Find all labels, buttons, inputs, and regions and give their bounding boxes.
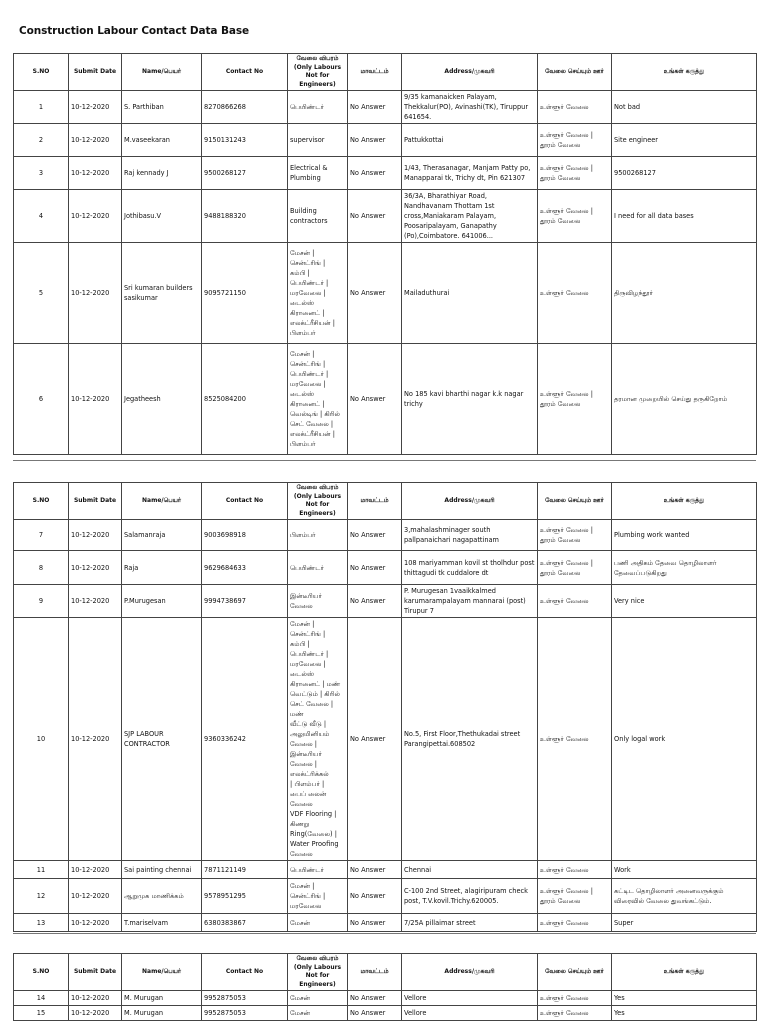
work-place-cell [538, 344, 612, 455]
header-submit-date: Submit Date [69, 954, 122, 991]
header-sno: S.NO [14, 54, 69, 91]
cell-line: கிரானைட் | [290, 309, 325, 317]
cell-line: பிளம்பர் [290, 329, 316, 337]
comment-cell: Work [612, 861, 757, 879]
work-place-cell [538, 91, 612, 124]
cell-line: மேசன் [290, 918, 311, 927]
work-type-cell [288, 1006, 348, 1021]
table-row [14, 861, 757, 879]
address-cell: Vellore [402, 991, 538, 1006]
district-cell: No Answer [348, 618, 402, 861]
submit-date-cell: 10-12-2020 [69, 914, 122, 932]
cell-line: பெயிண்டர் | [290, 650, 329, 658]
submit-date-cell: 10-12-2020 [69, 618, 122, 861]
comment-cell: Yes [612, 991, 757, 1006]
contact-number-cell: 8525084200 [202, 344, 288, 455]
header-work-type: வேலை விபரம் (Only Labours Not for Engineers) [288, 954, 348, 991]
cell-line: வேலை [290, 850, 313, 858]
work-type-cell [288, 124, 348, 157]
comment-cell: Super [612, 914, 757, 932]
contact-number-cell: 9360336242 [202, 618, 288, 861]
cell-line: தூரம் வேலை [540, 174, 581, 182]
comment-cell: திருவிழந்தூர் [612, 243, 757, 344]
cell-line: Electrical & Plumbing [290, 164, 328, 182]
comment-cell: தரமான முறையில் செய்து தருகிறோம் [612, 344, 757, 455]
header-work-place: வேலை செய்யும் ஊர் [538, 483, 612, 520]
header-sno: S.NO [14, 483, 69, 520]
name-cell: Jegatheesh [122, 344, 202, 455]
work-type-cell [288, 879, 348, 914]
district-cell: No Answer [348, 585, 402, 618]
name-cell: S. Parthiban [122, 91, 202, 124]
work-place-cell [538, 157, 612, 190]
cell-line: வெட்டும் | கிரில் [290, 690, 340, 698]
cell-line: பெயிண்டர் | [290, 279, 329, 287]
name-cell: Jothibasu.V [122, 190, 202, 243]
cell-line: செட் வேலை | [290, 420, 334, 428]
page-divider [13, 460, 756, 461]
cell-line: உள்ளூர் வேலை | [540, 164, 593, 172]
work-place-cell [538, 618, 612, 861]
contact-number-cell: 9952875053 [202, 1006, 288, 1021]
table-header-row [14, 954, 757, 991]
table-row [14, 344, 757, 455]
district-cell: No Answer [348, 124, 402, 157]
work-place-cell [538, 124, 612, 157]
comment-cell: 9500268127 [612, 157, 757, 190]
serial-number-cell: 9 [14, 585, 69, 618]
name-cell: T.mariselvam [122, 914, 202, 932]
name-cell: Raj kennady J [122, 157, 202, 190]
name-cell: M. Murugan [122, 991, 202, 1006]
cell-line: மேசன் | சென்ட்ரிங் | [290, 620, 326, 638]
work-type-cell [288, 551, 348, 585]
cell-line: பிளம்பர் [290, 531, 316, 539]
header-work-type: வேலை விபரம் (Only Labours Not for Engineers) [288, 483, 348, 520]
cell-line: மேசன் | சென்ட்ரிங் | [290, 249, 326, 267]
district-cell: No Answer [348, 879, 402, 914]
work-type-cell [288, 157, 348, 190]
serial-number-cell: 6 [14, 344, 69, 455]
contact-number-cell: 9095721150 [202, 243, 288, 344]
work-type-cell [288, 344, 348, 455]
address-cell: Chennai [402, 861, 538, 879]
table-block-1 [13, 53, 756, 455]
cell-line: உள்ளூர் வேலை [540, 103, 589, 111]
cell-line: தூரம் வேலை [540, 568, 581, 577]
header-district: மாவட்டம் [348, 483, 402, 520]
page-divider [13, 933, 756, 934]
header-contact: Contact No [202, 954, 288, 991]
contact-number-cell: 9500268127 [202, 157, 288, 190]
header-submit-date: Submit Date [69, 483, 122, 520]
address-cell: Mailaduthurai [402, 243, 538, 344]
cell-line: கிரானைட் | மண் [290, 680, 341, 688]
submit-date-cell: 10-12-2020 [69, 991, 122, 1006]
work-place-cell [538, 190, 612, 243]
cell-line: உள்ளூர் வேலை [540, 289, 589, 297]
cell-line: வெல்டிங் | கிரில் [290, 410, 340, 418]
contact-number-cell: 9578951295 [202, 879, 288, 914]
header-address: Address/முகவரி [402, 483, 538, 520]
work-place-cell [538, 991, 612, 1006]
contact-number-cell: 6380383867 [202, 914, 288, 932]
cell-line: தூரம் வேலை [540, 897, 581, 905]
submit-date-cell: 10-12-2020 [69, 124, 122, 157]
work-place-cell [538, 585, 612, 618]
district-cell: No Answer [348, 551, 402, 585]
serial-number-cell: 1 [14, 91, 69, 124]
submit-date-cell: 10-12-2020 [69, 157, 122, 190]
table-row [14, 914, 757, 932]
cell-line: Water Proofing [290, 840, 339, 848]
cell-line: supervisor [290, 136, 325, 144]
cell-line: உள்ளூர் வேலை [540, 865, 589, 874]
work-type-cell [288, 190, 348, 243]
cell-line: மரவேலை [290, 902, 322, 910]
contact-number-cell: 9994738697 [202, 585, 288, 618]
cell-line: உள்ளூர் வேலை [540, 735, 589, 743]
work-type-cell [288, 861, 348, 879]
cell-line: வீட்டு வீடு | [290, 720, 327, 728]
submit-date-cell: 10-12-2020 [69, 190, 122, 243]
table-row [14, 879, 757, 914]
header-work-place: வேலை செய்யும் ஊர் [538, 954, 612, 991]
comment-cell: Very nice [612, 585, 757, 618]
name-cell: M. Murugan [122, 1006, 202, 1021]
cell-line: எலக்ட்ரீசியன் | [290, 319, 336, 327]
header-name: Name/பெயர் [122, 954, 202, 991]
cell-line: பெயிண்டர் [290, 865, 324, 874]
header-comment: உங்கள் கருத்து [612, 54, 757, 91]
address-cell: 3,mahalashminager south pallpanaichari nagapattinam [402, 520, 538, 551]
name-cell: P.Murugesan [122, 585, 202, 618]
table-row [14, 243, 757, 344]
work-place-cell [538, 861, 612, 879]
district-cell: No Answer [348, 190, 402, 243]
work-type-cell [288, 585, 348, 618]
submit-date-cell: 10-12-2020 [69, 243, 122, 344]
cell-line: கம்பி | [290, 640, 310, 648]
cell-line: உள்ளூர் வேலை | [540, 390, 593, 398]
cell-line: தூரம் வேலை [540, 536, 581, 544]
district-cell: No Answer [348, 991, 402, 1006]
district-cell: No Answer [348, 344, 402, 455]
cell-line: உள்ளூர் வேலை | [540, 526, 593, 534]
header-contact: Contact No [202, 483, 288, 520]
name-cell: ஆறுமுக மாணிக்கம் [122, 879, 202, 914]
serial-number-cell: 3 [14, 157, 69, 190]
address-cell: 7/25A pillaimar street [402, 914, 538, 932]
cell-line: VDF Flooring | [290, 810, 337, 818]
address-cell: 9/35 kamanaicken Palayam, Thekkalur(PO), Avinashi(TK), Tiruppur 641654. [402, 91, 538, 124]
address-cell: 36/3A, Bharathiyar Road, Nandhavanam Thottam 1st cross,Maniakaram Palayam, Poosaripalayam, Ganapathy (Po),Coimbatore. 641006... [402, 190, 538, 243]
header-contact: Contact No [202, 54, 288, 91]
contact-number-cell: 7871121149 [202, 861, 288, 879]
submit-date-cell: 10-12-2020 [69, 91, 122, 124]
cell-line: உள்ளூர் வேலை [540, 994, 589, 1002]
contact-number-cell: 9952875053 [202, 991, 288, 1006]
serial-number-cell: 12 [14, 879, 69, 914]
cell-line: வேலை | எலக்ட்ரிக்கல் [290, 760, 329, 778]
cell-line: கிணறு Ring(வேலை) | [290, 820, 337, 838]
header-district: மாவட்டம் [348, 54, 402, 91]
comment-cell: பணி அதிகம் தேவை தொழிலாளர் தேவைப்படுகிறது [612, 551, 757, 585]
cell-line: பெயிண்டர் [290, 103, 324, 111]
table-row [14, 585, 757, 618]
cell-line: உள்ளூர் வேலை | [540, 207, 593, 215]
cell-line: கிரானைட் | [290, 400, 325, 408]
comment-cell: கட்டிட தொழிலாளர் அனைவருக்கும் விரைவில் வேலை துவங்கட்டும். [612, 879, 757, 914]
table-row [14, 1006, 757, 1021]
header-comment: உங்கள் கருத்து [612, 954, 757, 991]
cell-line: மேசன் | சென்ட்ரிங் | [290, 350, 326, 368]
header-submit-date: Submit Date [69, 54, 122, 91]
header-work-place: வேலை செய்யும் ஊர் [538, 54, 612, 91]
work-place-cell [538, 1006, 612, 1021]
submit-date-cell: 10-12-2020 [69, 861, 122, 879]
contact-table [13, 53, 757, 455]
cell-line: மேசன் [290, 1009, 311, 1017]
cell-line: பெயிண்டர் | [290, 370, 329, 378]
work-place-cell [538, 520, 612, 551]
name-cell: Sri kumaran builders sasikumar [122, 243, 202, 344]
serial-number-cell: 14 [14, 991, 69, 1006]
page-title: Construction Labour Contact Data Base [19, 25, 250, 37]
work-place-cell [538, 551, 612, 585]
district-cell: No Answer [348, 861, 402, 879]
table-row [14, 124, 757, 157]
cell-line: பெயிண்டர் [290, 563, 324, 572]
cell-line: உள்ளூர் வேலை | [540, 558, 593, 567]
serial-number-cell: 5 [14, 243, 69, 344]
contact-number-cell: 9629684633 [202, 551, 288, 585]
cell-line: மேசன் | சென்ட்ரிங் | [290, 882, 326, 900]
contact-table [13, 953, 757, 1021]
work-type-cell [288, 91, 348, 124]
table-row [14, 190, 757, 243]
contact-table [13, 482, 757, 932]
cell-line: கம்பி | [290, 269, 310, 277]
work-type-cell [288, 243, 348, 344]
submit-date-cell: 10-12-2020 [69, 879, 122, 914]
address-cell: No.5, First Floor,Thethukadai street Parangipettai.608502 [402, 618, 538, 861]
table-row [14, 91, 757, 124]
table-header-row [14, 54, 757, 91]
cell-line: உள்ளூர் வேலை [540, 918, 589, 927]
cell-line: அலுமினியம் [290, 730, 330, 738]
contact-number-cell: 8270866268 [202, 91, 288, 124]
contact-number-cell: 9488188320 [202, 190, 288, 243]
table-block-2 [13, 482, 756, 932]
submit-date-cell: 10-12-2020 [69, 344, 122, 455]
cell-line: எலக்ட்ரீசியன் | [290, 430, 336, 438]
work-type-cell [288, 618, 348, 861]
address-cell: Pattukkottai [402, 124, 538, 157]
work-type-cell [288, 991, 348, 1006]
serial-number-cell: 7 [14, 520, 69, 551]
header-address: Address/முகவரி [402, 54, 538, 91]
cell-line: தூரம் வேலை [540, 217, 581, 225]
submit-date-cell: 10-12-2020 [69, 1006, 122, 1021]
cell-line: இன்டீரியர் வேலை [290, 592, 322, 610]
table-row [14, 551, 757, 585]
comment-cell: Plumbing work wanted [612, 520, 757, 551]
work-place-cell [538, 914, 612, 932]
cell-line: மரவேலை | டைல்ஸ் [290, 660, 326, 678]
header-name: Name/பெயர் [122, 483, 202, 520]
name-cell: M.vaseekaran [122, 124, 202, 157]
serial-number-cell: 8 [14, 551, 69, 585]
comment-cell: Site engineer [612, 124, 757, 157]
work-type-cell [288, 520, 348, 551]
serial-number-cell: 11 [14, 861, 69, 879]
district-cell: No Answer [348, 243, 402, 344]
cell-line: மேசன் [290, 994, 311, 1002]
submit-date-cell: 10-12-2020 [69, 551, 122, 585]
address-cell: 1/43, Therasanagar, Manjam Patty po, Manapparai tk, Trichy dt, Pin 621307 [402, 157, 538, 190]
header-name: Name/பெயர் [122, 54, 202, 91]
address-cell: C-100 2nd Street, alagiripuram check post, T.V.kovil.Trichy.620005. [402, 879, 538, 914]
name-cell: Salamanraja [122, 520, 202, 551]
cell-line: பிளம்பர் [290, 440, 316, 448]
table-row [14, 157, 757, 190]
name-cell: SJP LABOUR CONTRACTOR [122, 618, 202, 861]
header-sno: S.NO [14, 954, 69, 991]
serial-number-cell: 13 [14, 914, 69, 932]
table-header-row [14, 483, 757, 520]
cell-line: உள்ளூர் வேலை [540, 597, 589, 605]
cell-line: | பிளம்பர் | [290, 780, 325, 788]
district-cell: No Answer [348, 157, 402, 190]
cell-line: தூரம் வேலை [540, 400, 581, 408]
name-cell: Raja [122, 551, 202, 585]
header-comment: உங்கள் கருத்து [612, 483, 757, 520]
cell-line: உள்ளூர் வேலை [540, 1009, 589, 1017]
serial-number-cell: 15 [14, 1006, 69, 1021]
address-cell: P. Murugesan 1vaaikkalmed karumarampalayam mannarai (post) Tirupur 7 [402, 585, 538, 618]
header-address: Address/முகவரி [402, 954, 538, 991]
cell-line: மரவேலை | டைல்ஸ் [290, 289, 326, 307]
contact-number-cell: 9003698918 [202, 520, 288, 551]
district-cell: No Answer [348, 1006, 402, 1021]
table-row [14, 991, 757, 1006]
table-block-3 [13, 953, 756, 1021]
comment-cell: Yes [612, 1006, 757, 1021]
serial-number-cell: 2 [14, 124, 69, 157]
submit-date-cell: 10-12-2020 [69, 585, 122, 618]
district-cell: No Answer [348, 91, 402, 124]
address-cell: 108 mariyamman kovil st tholhdur post thittagudi tk cuddalore dt [402, 551, 538, 585]
address-cell: No 185 kavi bharthi nagar k.k nagar trichy [402, 344, 538, 455]
comment-cell: Only logal work [612, 618, 757, 861]
cell-line: வேலை | இன்டீரியர் [290, 740, 322, 758]
serial-number-cell: 10 [14, 618, 69, 861]
contact-number-cell: 9150131243 [202, 124, 288, 157]
comment-cell: I need for all data bases [612, 190, 757, 243]
cell-line: தூரம் வேலை [540, 141, 581, 149]
work-place-cell [538, 243, 612, 344]
cell-line: Building contractors [290, 207, 328, 225]
district-cell: No Answer [348, 520, 402, 551]
name-cell: Sai painting chennai [122, 861, 202, 879]
submit-date-cell: 10-12-2020 [69, 520, 122, 551]
serial-number-cell: 4 [14, 190, 69, 243]
header-district: மாவட்டம் [348, 954, 402, 991]
cell-line: செட் வேலை | மண் [290, 700, 334, 718]
table-row [14, 520, 757, 551]
cell-line: உள்ளூர் வேலை | [540, 131, 593, 139]
table-row [14, 618, 757, 861]
cell-line: மரவேலை | டைல்ஸ் [290, 380, 326, 398]
work-type-cell [288, 914, 348, 932]
work-place-cell [538, 879, 612, 914]
header-work-type: வேலை விபரம் (Only Labours Not for Engineers) [288, 54, 348, 91]
cell-line: பைப் லைன் வேலை [290, 790, 327, 808]
address-cell: Vellore [402, 1006, 538, 1021]
cell-line: உள்ளூர் வேலை | [540, 887, 593, 895]
district-cell: No Answer [348, 914, 402, 932]
comment-cell: Not bad [612, 91, 757, 124]
